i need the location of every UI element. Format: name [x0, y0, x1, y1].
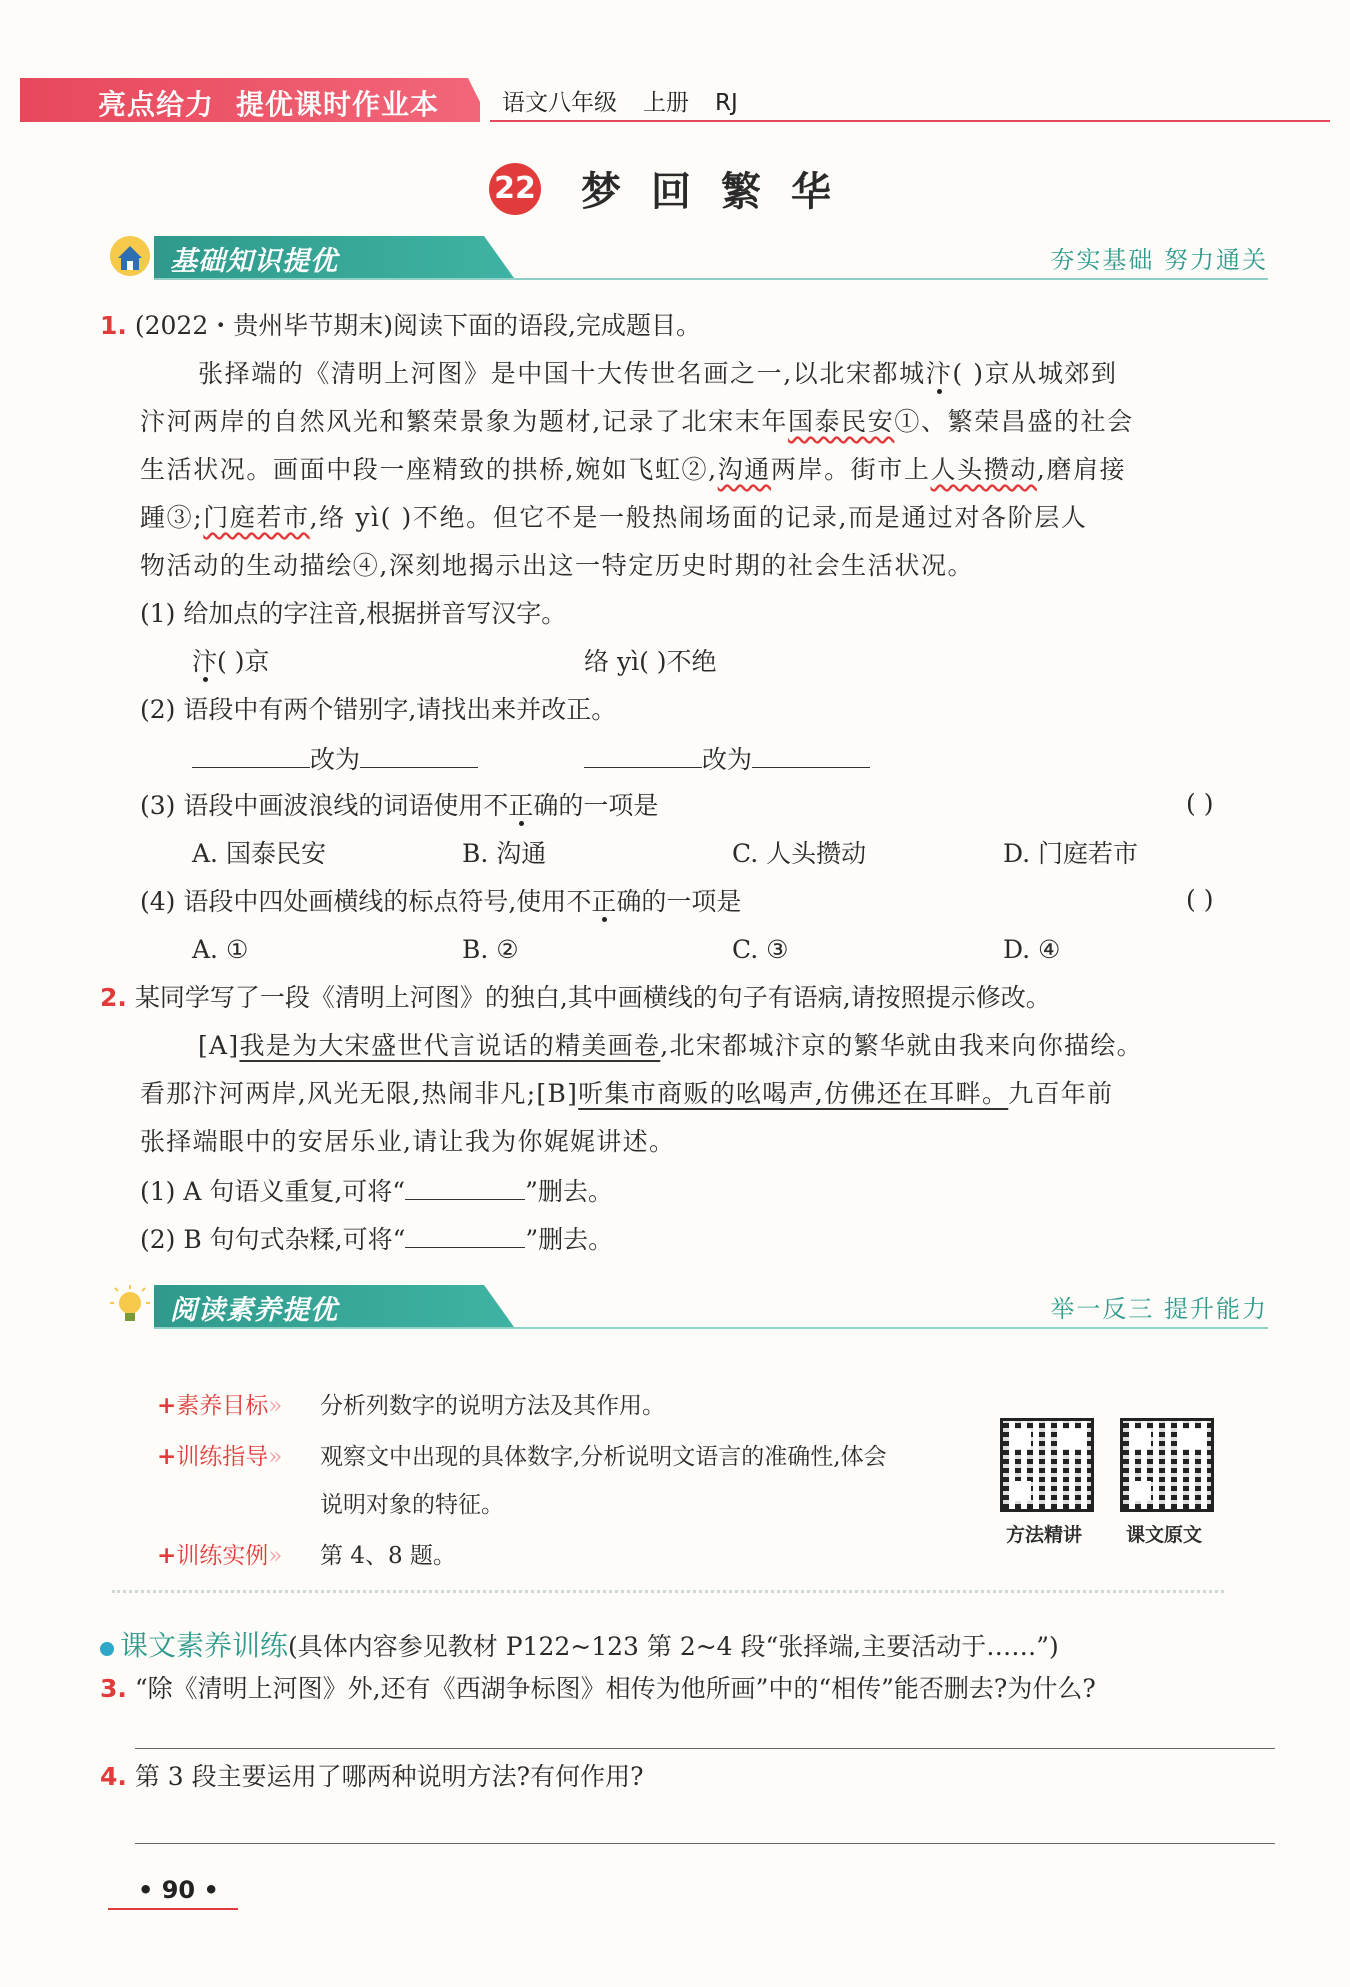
text: 张择端的《清明上河图》是中国十大传世名画之一,以北宋都城	[198, 359, 926, 388]
q1-sub1-blank-a	[192, 645, 269, 679]
text: 生活状况。画面中段一座精致的拱桥,婉如飞虹②,	[140, 455, 718, 484]
text: ( )京	[217, 647, 270, 676]
text: C. ③	[732, 935, 789, 964]
q1-sub2-answer-1[interactable]	[192, 741, 478, 777]
q1-passage-line-2	[140, 405, 1134, 439]
text: 物活动的生动描绘④,深刻地揭示出这一特定历史时期的社会生活状况。	[140, 551, 975, 580]
q1-sub3-option-b[interactable]	[462, 837, 546, 871]
answer-paren[interactable]: ( )	[1186, 789, 1214, 818]
answer-paren[interactable]: ( )	[1186, 885, 1214, 914]
q1-passage-line-4	[140, 501, 1087, 535]
dotted-char: 汴	[925, 359, 953, 388]
q1-sub4-option-d[interactable]	[1003, 933, 1060, 967]
wavy-word-4: 门庭若市	[203, 503, 310, 532]
qr-label-method: 方法精讲	[1005, 1524, 1082, 1546]
text: 训练指导	[176, 1444, 269, 1470]
subject: 语文八年级	[502, 90, 617, 116]
text: [A]	[198, 1031, 240, 1060]
text: 改为	[702, 745, 753, 774]
qr-inner	[1003, 1421, 1091, 1509]
text: 改为	[310, 745, 361, 774]
text: B. ②	[462, 935, 519, 964]
answer-blank[interactable]	[405, 1221, 525, 1248]
reading-guide-box	[112, 1378, 1224, 1593]
example-label: +训练实例»	[157, 1542, 283, 1569]
text: D. ④	[1003, 935, 1061, 964]
qr-code-original-text[interactable]	[1120, 1418, 1214, 1512]
text: B. 沟通	[462, 839, 547, 868]
section-slogan: 夯实基础 努力通关	[1050, 246, 1268, 274]
wavy-word-2: 沟通	[717, 455, 771, 484]
q1-sub4-option-c[interactable]	[732, 933, 789, 967]
q3	[100, 1672, 1096, 1706]
guide-text: 说明对象的特征。	[320, 1492, 504, 1518]
text: 两岸。街市上	[770, 455, 931, 484]
section-banner-reading	[108, 1277, 1268, 1331]
text: A. 国泰民安	[192, 839, 326, 868]
goal-text: 分析列数字的说明方法及其作用。	[320, 1393, 665, 1419]
lesson-title	[0, 160, 1350, 217]
text: (1) 给加点的字注音,根据拼音写汉字。	[140, 599, 567, 628]
wavy-word-1: 国泰民安	[787, 407, 895, 436]
q1-sub3	[140, 789, 658, 823]
brand-text: 亮点给力	[98, 88, 215, 121]
section-title: 基础知识提优	[170, 246, 338, 277]
answer-line[interactable]	[135, 1748, 1275, 1749]
q1-sub4	[140, 885, 741, 919]
qr-label-original-text: 课文原文	[1125, 1524, 1202, 1546]
text: A. ①	[192, 935, 249, 964]
header-rule	[490, 120, 1330, 122]
text: 九百年前	[1008, 1079, 1114, 1108]
header-brand	[98, 83, 439, 123]
text: ①、繁荣昌盛的社会	[894, 407, 1134, 436]
section-title: 阅读素养提优	[170, 1295, 338, 1326]
section-slogan: 举一反三 提升能力	[1050, 1295, 1268, 1323]
question-number: 1.	[100, 311, 127, 340]
text: 看那汴河两岸,风光无限,热闹非凡;[B]	[140, 1079, 579, 1108]
text: 汴河两岸的自然风光和繁荣景象为题材,记录了北宋末年	[140, 407, 788, 436]
question-number: 4.	[100, 1762, 127, 1791]
text: 某同学写了一段《清明上河图》的独白,其中画横线的句子有语病,请按照提示修改。	[134, 983, 1051, 1012]
sub-section-note: (具体内容参见教材 P122~123 第 2~4 段“张择端,主要活动于……”)	[288, 1632, 1059, 1661]
text: (4) 语段中四处画横线的标点符号,使用	[140, 887, 567, 916]
text: D. 门庭若市	[1003, 839, 1139, 868]
underlined-sentence-a: 我是为大宋盛世代言说话的精美画卷	[239, 1031, 661, 1060]
q1-sub1	[140, 597, 566, 631]
text: ,北宋都城汴京的繁华就由我来向你描绘。	[660, 1031, 1143, 1060]
text: “除《清明上河图》外,还有《西湖争标图》相传为他所画”中的“相传”能否删去?为什么?	[134, 1674, 1096, 1703]
text: 的一项是	[641, 887, 742, 916]
underlined-sentence-b: 听集市商贩的吆喝声,仿佛还在耳畔。	[578, 1079, 1009, 1108]
text: 络 yì( )不绝	[584, 647, 717, 676]
example-text: 第 4、8 题。	[320, 1543, 456, 1569]
house-icon	[108, 234, 152, 278]
text: 踵③;	[140, 503, 204, 532]
q2-passage-line-2	[140, 1077, 1113, 1111]
sub-section-title: 课文素养训练	[120, 1629, 289, 1662]
lightbulb-icon	[108, 1283, 152, 1327]
text: ”删去。	[525, 1177, 613, 1206]
brand-subtitle: 提优课时作业本	[236, 88, 440, 121]
section-rule	[154, 1327, 1268, 1329]
answer-blank[interactable]	[752, 741, 870, 768]
dotted-emphasis: 不正确	[566, 887, 642, 916]
text: (2) 语段中有两个错别字,请找出来并改正。	[140, 695, 617, 724]
q1-sub1-blank-b[interactable]	[584, 645, 717, 679]
page-footer	[108, 1876, 219, 1904]
text: 第 3 段主要运用了哪两种说明方法?有何作用?	[134, 1762, 644, 1791]
answer-blank[interactable]	[584, 741, 702, 768]
section-banner-basic	[108, 228, 1268, 282]
answer-blank[interactable]	[360, 741, 478, 768]
dotted-char: 汴	[192, 647, 218, 676]
q1-sub2	[140, 693, 616, 727]
question-number: 2.	[100, 983, 127, 1012]
page-header	[20, 78, 1310, 122]
qr-code-method[interactable]	[1000, 1418, 1094, 1512]
text: ”删去。	[525, 1225, 614, 1254]
q1-intro-text: (2022・贵州毕节期末)阅读下面的语段,完成题目。	[134, 311, 701, 340]
text: 的一项是	[558, 791, 659, 820]
text: ,络 yì( )不绝。但它不是一般热闹场面的记录,而是通过对各阶层人	[309, 503, 1088, 532]
text: ( )京从城郊到	[952, 359, 1118, 388]
q1-sub4-option-a[interactable]	[192, 933, 248, 967]
q1-sub4-option-b[interactable]	[462, 933, 519, 967]
answer-blank[interactable]	[405, 1173, 525, 1200]
text: 素养目标	[176, 1393, 269, 1419]
volume: 上册	[643, 90, 689, 116]
q2-sub1[interactable]	[140, 1173, 613, 1209]
footer-rule	[108, 1908, 238, 1910]
text: (3) 语段中画波浪线的词语使用	[140, 791, 484, 820]
q1-sub3-option-a[interactable]	[192, 837, 326, 871]
sub-section-header	[100, 1624, 1059, 1664]
q1-passage-line-3	[140, 453, 1126, 487]
q1-intro	[100, 309, 701, 343]
text: (1) A 句语义重复,可将“	[140, 1177, 406, 1206]
q2-passage-line-3	[140, 1125, 675, 1159]
bullet-icon	[100, 1642, 114, 1656]
page-number: • 90 •	[138, 1876, 219, 1904]
text: C. 人头攒动	[732, 839, 867, 868]
goal-label: +素养目标»	[157, 1392, 283, 1419]
header-info	[502, 84, 764, 117]
q2-sub2[interactable]	[140, 1221, 613, 1257]
q2-passage-line-1	[198, 1029, 1143, 1063]
text: (2) B 句句式杂糅,可将“	[140, 1225, 406, 1254]
text: ,磨肩接	[1036, 455, 1127, 484]
dotted-emphasis: 不正确	[483, 791, 559, 820]
answer-blank[interactable]	[192, 741, 310, 768]
question-number: 3.	[100, 1674, 127, 1703]
answer-line[interactable]	[135, 1843, 1275, 1844]
text: 张择端眼中的安居乐业,请让我为你娓娓讲述。	[140, 1127, 676, 1156]
q1-passage-line-1	[198, 357, 1118, 391]
q1-passage-line-5	[140, 549, 974, 583]
guide-text: 观察文中出现的具体数字,分析说明文语言的准确性,体会	[320, 1444, 887, 1470]
q1-sub2-answer-2[interactable]	[584, 741, 870, 777]
q1-sub3-option-c[interactable]	[732, 837, 866, 871]
qr-inner	[1123, 1421, 1211, 1509]
q4	[100, 1760, 643, 1794]
section-rule	[154, 278, 1268, 280]
lesson-title-text: 梦回繁华	[581, 168, 861, 215]
wavy-word-3: 人头攒动	[930, 455, 1037, 484]
edition: RJ	[715, 90, 738, 116]
lesson-number-badge: 22	[489, 163, 541, 215]
guide-label: +训练指导»	[157, 1443, 283, 1470]
q2-intro	[100, 981, 1051, 1015]
q1-sub3-option-d[interactable]	[1003, 837, 1138, 871]
text: 训练实例	[176, 1543, 269, 1569]
